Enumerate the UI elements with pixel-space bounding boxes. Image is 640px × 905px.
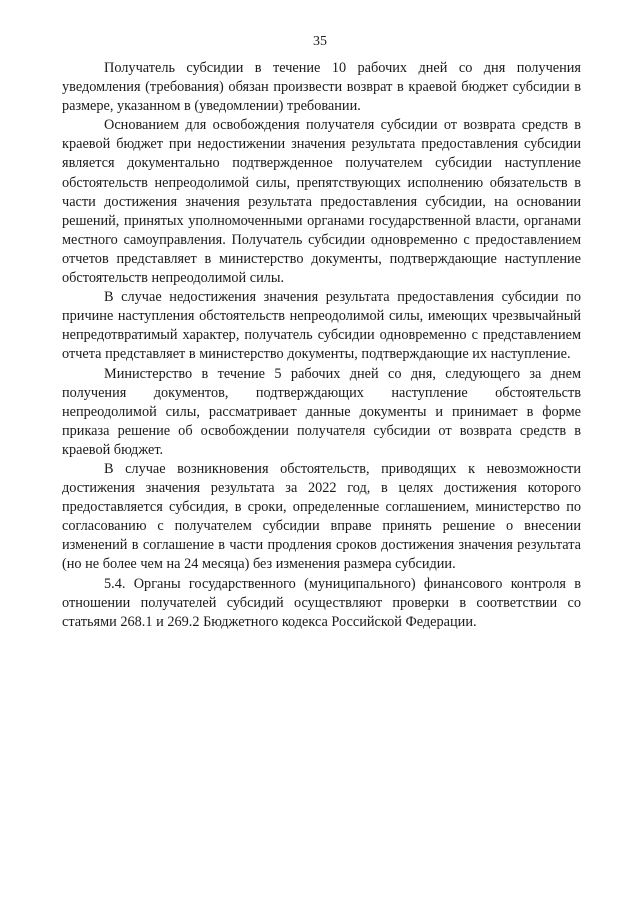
paragraph-refund-deadline: Получатель субсидии в течение 10 рабочих дней со дня получения уведомления (требования) обязан произвести возврат в краевой бюджет субсидии в размере, указанном в (уведомлении) требовании. [62,60,581,115]
paragraph-agreement-amendment: В случае возникновения обстоятельств, приводящих к невозможности достижения значения результата за 2022 год, в целях достижения которого предоставляется субсидия, в сроки, определенные соглашением, министерство по согласованию с получателем субсидии вправе принять решение о внесении изменений в соглашение в части продления сроков достижения значения результата (но не более чем на 24 месяца) без изменения размера субсидии. [62,460,581,573]
document-body [62,59,581,632]
page-number: 35 [313,34,327,49]
paragraph-financial-control: 5.4. Органы государственного (муниципального) финансового контроля в отношении получателей субсидий осуществляют проверки в соответствии со статьями 268.1 и 269.2 Бюджетного кодекса Российской Федерации. [62,575,581,630]
paragraph-ministry-review: Министерство в течение 5 рабочих дней со дня, следующего за днем получения документов, подтверждающих наступление обстоятельств непреодолимой силы, рассматривает данные документы и принимает в форме приказа решение об освобождении получателя субсидии от возврата средств в краевой бюджет. [62,365,581,458]
paragraph-exemption-grounds: Основанием для освобождения получателя субсидии от возврата средств в краевой бюджет при недостижении значения результата предоставления субсидии является документально подтвержденное получателем субсидии наступление обстоятельств непреодолимой силы, препятствующих исполнению обязательств в части достижения значения результата предоставления субсидии, на основании решений, принятых уполномоченными органами государственной власти, органами местного самоуправления. Получатель субсидии одновременно с предоставлением отчетов представляет в министерство документы, подтверждающие наступление обстоятельств непреодолимой силы. [62,117,581,287]
paragraph-force-majeure: В случае недостижения значения результата предоставления субсидии по причине наступления обстоятельств непреодолимой силы, имеющих чрезвычайный непредотвратимый характер, получатель субсидии одновременно с представлением отчета представляет в министерство документы, подтверждающие их наступление. [62,289,581,363]
